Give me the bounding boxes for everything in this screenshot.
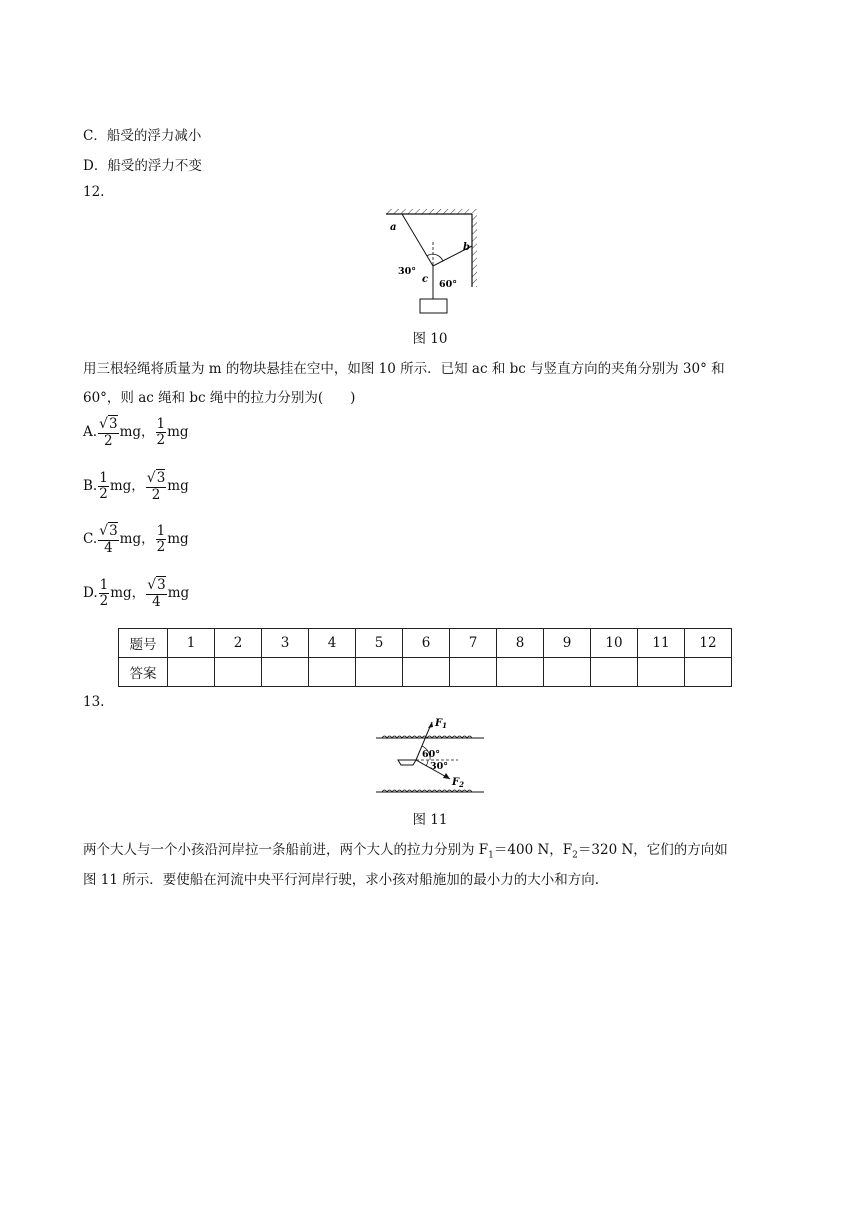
answer-cell[interactable]	[638, 658, 685, 687]
option-b-fraction-1-num: 1	[99, 469, 108, 486]
table-number-cell: 8	[497, 629, 544, 658]
angle-arc-30	[427, 254, 433, 256]
option-c-fraction-1: $\frac{√3}{4}$	[99, 523, 118, 556]
option-a-fraction-1-den: 2	[98, 433, 119, 450]
table-number-cell: 7	[450, 629, 497, 658]
q13-sub-1: 1	[488, 850, 494, 861]
angle-arc-60	[433, 254, 443, 261]
option-a-label: A.	[83, 424, 98, 441]
q13-sub-2: 2	[572, 850, 578, 861]
option-b[interactable]	[83, 470, 189, 503]
option-d-label: D.	[83, 585, 98, 602]
answer-cell[interactable]	[215, 658, 262, 687]
label-f2-text: F	[452, 777, 460, 788]
option-d-tail: mg	[167, 585, 190, 602]
option-c-label: C.	[83, 531, 98, 548]
question-13-text-line1	[83, 838, 728, 861]
option-b-fraction-2: $\frac{√3}{2}$	[146, 470, 166, 503]
label-f2	[451, 777, 464, 789]
angle-label-30: 30°	[398, 266, 416, 277]
option-c-tail: mg	[167, 531, 189, 548]
answer-cell[interactable]	[591, 658, 638, 687]
angle-arc-30	[426, 760, 428, 766]
option-c-sep: mg，	[119, 531, 155, 548]
answer-cell[interactable]	[497, 658, 544, 687]
option-b-label: B.	[83, 478, 98, 495]
figure-10-caption: 图 10	[412, 331, 448, 347]
table-number-cell: 3	[262, 629, 309, 658]
answer-cell[interactable]	[403, 658, 450, 687]
angle-label-60: 60°	[422, 749, 440, 760]
option-a-sep: mg，	[119, 424, 155, 441]
option-a-fraction-2-num: 1	[156, 415, 166, 432]
figure-11-caption: 图 11	[412, 812, 448, 828]
option-d-prev: D．船受的浮力不变	[83, 158, 202, 174]
label-f2-sub: 2	[459, 780, 464, 789]
answer-table	[118, 628, 732, 687]
angle-label-60: 60°	[439, 279, 457, 290]
table-number-cell: 10	[591, 629, 638, 658]
option-d-sep: mg，	[110, 585, 146, 602]
option-b-fraction-1	[98, 471, 109, 503]
option-d-fraction-1-num: 1	[99, 576, 109, 593]
hanging-block	[420, 299, 447, 313]
option-d-fraction-2-den: 4	[146, 594, 167, 611]
question-13-number: 13.	[83, 694, 105, 710]
option-b-fraction-1-den: 2	[99, 486, 108, 503]
option-d-fraction-1	[99, 578, 110, 610]
answer-cell[interactable]	[544, 658, 591, 687]
label-f1	[434, 718, 447, 730]
answer-cell[interactable]	[309, 658, 356, 687]
rope-ac	[402, 214, 433, 266]
figure-10-diagram	[380, 206, 480, 318]
option-b-fraction-2-num: 3	[156, 470, 166, 486]
answer-table-number-row	[119, 629, 732, 658]
option-a-fraction-1: $\frac{√3}{2}$	[99, 416, 118, 449]
option-b-sep: mg，	[109, 478, 145, 495]
q13-line1-part-c: ＝320 N，它们的方向如	[577, 842, 728, 858]
option-a-fraction-2	[156, 417, 167, 449]
label-c: c	[422, 274, 429, 285]
table-number-cell: 6	[403, 629, 450, 658]
option-c-fraction-1-num: 3	[109, 523, 118, 539]
option-a-fraction-2-den: 2	[156, 432, 166, 449]
table-number-cell: 11	[638, 629, 685, 658]
option-c-fraction-2-den: 2	[156, 539, 166, 556]
table-number-cell: 12	[685, 629, 732, 658]
option-d[interactable]	[83, 577, 189, 610]
label-f1-sub: 1	[442, 721, 447, 730]
option-b-fraction-2-den: 2	[146, 487, 167, 504]
table-number-cell: 9	[544, 629, 591, 658]
answer-cell[interactable]	[262, 658, 309, 687]
answer-cell[interactable]	[685, 658, 732, 687]
option-c-fraction-1-den: 4	[98, 540, 119, 557]
figure-11-diagram	[372, 712, 490, 800]
option-c-prev: C．船受的浮力减小	[83, 128, 202, 144]
ceiling-hatch	[386, 209, 472, 214]
q13-line1-part-a: 两个大人与一个小孩沿河岸拉一条船前进，两个大人的拉力分别为 F	[83, 842, 489, 858]
option-b-tail: mg	[167, 478, 189, 495]
table-header-number: 题号	[119, 629, 168, 658]
answer-table-answer-row	[119, 658, 732, 687]
table-number-cell: 2	[215, 629, 262, 658]
option-a-fraction-1-num: 3	[108, 416, 118, 432]
question-12-text-line1: 用三根轻绳将质量为 m 的物块悬挂在空中，如图 10 所示．已知 ac 和 bc 与竖直方向的夹角分别为 30° 和	[83, 361, 725, 377]
table-number-cell: 1	[168, 629, 215, 658]
table-number-cell: 4	[309, 629, 356, 658]
option-d-fraction-2: $\frac{√3}{4}$	[147, 577, 166, 610]
label-a: a	[390, 222, 397, 233]
label-b: b	[463, 242, 470, 253]
label-f1-text: F	[435, 718, 443, 729]
option-d-fraction-1-den: 2	[99, 593, 109, 610]
wall-hatch	[472, 209, 477, 287]
table-number-cell: 5	[356, 629, 403, 658]
question-12-number: 12.	[83, 184, 105, 200]
question-12-text-line2: 60°，则 ac 绳和 bc 绳中的拉力分别为( )	[83, 390, 356, 406]
table-header-answer: 答案	[119, 658, 168, 687]
option-c[interactable]	[83, 523, 189, 556]
answer-cell[interactable]	[450, 658, 497, 687]
option-a-tail: mg	[167, 424, 189, 441]
answer-cell[interactable]	[168, 658, 215, 687]
q13-line1-part-b: ＝400 N，F	[493, 842, 573, 858]
force-f1-arrowhead	[428, 722, 433, 728]
angle-label-30: 30°	[430, 761, 448, 772]
option-d-fraction-2-num: 3	[157, 577, 166, 593]
question-13-text-line2: 图 11 所示．要使船在河流中央平行河岸行驶，求小孩对船施加的最小力的大小和方向.	[83, 872, 600, 888]
option-c-fraction-2	[156, 524, 167, 556]
option-c-fraction-2-num: 1	[156, 522, 166, 539]
boat	[398, 760, 416, 765]
answer-cell[interactable]	[356, 658, 403, 687]
option-a[interactable]	[83, 416, 189, 449]
